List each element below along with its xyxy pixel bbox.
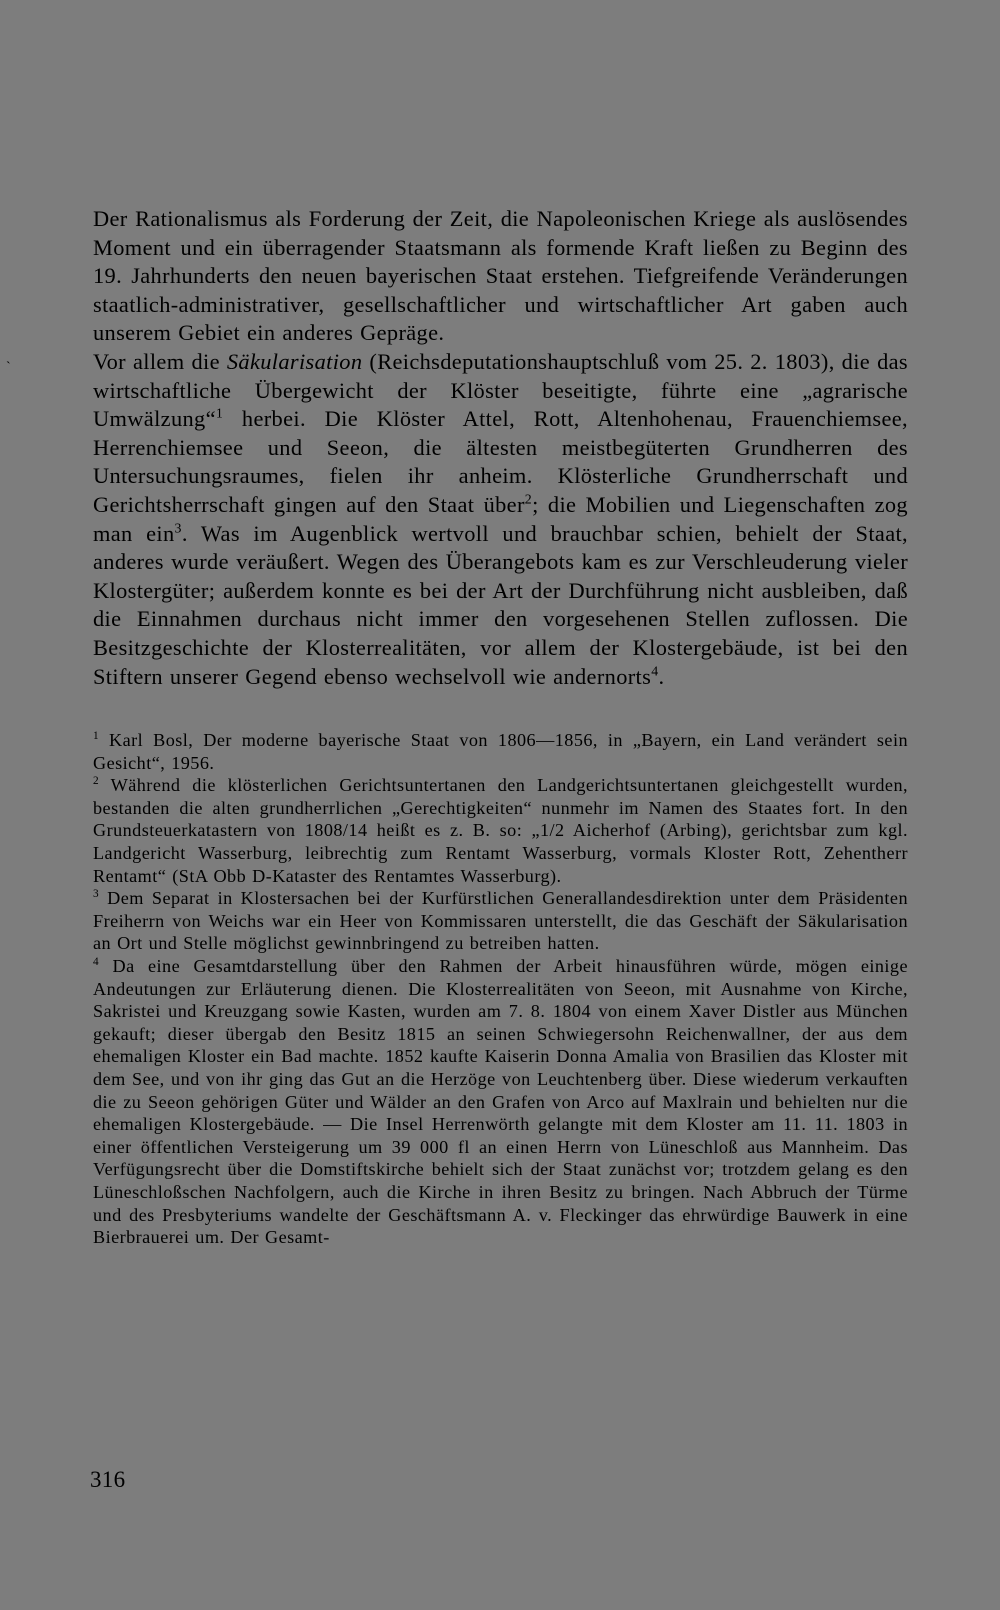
footnote-ref-3[interactable]: 3 — [174, 521, 182, 537]
paragraph-2-part-a: Vor allem die — [93, 348, 227, 374]
footnote-2-number: 2 — [93, 775, 100, 788]
paragraph-2-part-d: ; die Mobilien und Liegenschaften zog man ein — [93, 491, 908, 546]
footnote-3-number: 3 — [93, 888, 100, 901]
footnote-1-text: Karl Bosl, Der moderne bayerische Staat von 1806—1856, in „Bayern, ein Land verändert sein Gesicht“, 1956. — [93, 730, 908, 773]
main-text — [93, 205, 908, 691]
footnote-2 — [93, 774, 908, 887]
emphasis-saekularisation: Säkularisation — [226, 348, 363, 374]
paragraph-2-part-f: . — [658, 663, 665, 689]
footnote-1-number: 1 — [93, 730, 100, 743]
paragraph-2-part-b: (Reichsdeputationshauptschluß vom 25. 2. 1803), die das wirtschaftliche Übergewicht der Klöster beseitigte, führte eine „agrarische Umwälzung“ — [93, 348, 908, 432]
page-number: 316 — [90, 1467, 126, 1492]
footnote-ref-4[interactable]: 4 — [651, 664, 659, 680]
footnote-3 — [93, 887, 908, 955]
footnote-4-number: 4 — [93, 955, 100, 968]
paragraph-2 — [93, 348, 908, 691]
footnote-ref-2[interactable]: 2 — [524, 492, 533, 508]
paragraph-2-part-e: . Was im Augenblick wertvoll und brauchbar schien, behielt der Staat, anderes wurde veräußert. Wegen des Überangebots kam es zur Verschleuderung vieler Klostergüter; außerdem konnte es bei der Art der Durchführung nicht ausbleiben, daß die Einnahmen durchaus nicht immer den vorgesehenen Stellen zuflossen. Die Besitzgeschichte der Klosterrealitäten, vor allem der Klostergebäude, ist bei den Stiftern unserer Gegend ebenso wechselvoll wie andernorts — [93, 520, 908, 689]
paragraph-1: Der Rationalismus als Forderung der Zeit, die Napoleonischen Kriege als auslösendes Moment und ein überragender Staatsmann als formende Kraft ließen zu Beginn des 19. Jahrhunderts den neuen bayerischen Staat erstehen. Tiefgreifende Veränderungen staatlich-administrativer, gesellschaftlicher und wirtschaftlicher Art gaben auch unserem Gebiet ein anderes Gepräge. — [93, 206, 908, 346]
footnote-ref-1[interactable]: 1 — [215, 406, 224, 422]
page-content — [93, 205, 908, 1249]
footnote-1 — [93, 729, 908, 774]
footnote-2-fraction: 1/2 — [540, 820, 565, 841]
footnote-3-text: Dem Separat in Klostersachen bei der Kurfürstlichen Generallandesdirektion unter dem Präsidenten Freiherrn von Weichs war ein Heer von Kommissaren unterstellt, die das Geschäft der Säkularisation an Ort und Stelle möglichst gewinnbringend zu betreiben hatten. — [93, 888, 908, 954]
footnote-2-text-b: Aicherhof (Arbing), gerichtsbar zum kgl. Landgericht Wasserburg, leibrechtig zum Rentamt Wasserburg, vormals Kloster Rott, Zehentherr Rentamt“ (StA Obb D-Kataster des Rentamtes Wasserburg). — [93, 820, 908, 886]
margin-mark: ˋ — [6, 360, 11, 375]
footnote-2-text: Während die klösterlichen Gerichtsuntertanen den Landgerichtsuntertanen gleichgestellt wurden, bestanden die alten grundherrlichen „Gerechtigkeiten“ nunmehr im Namen des Staates fort. In den Grundsteuerkatastern von 1808/14 heißt es z. B. so: „ — [93, 775, 908, 841]
paragraph-2-part-c: herbei. Die Klöster Attel, Rott, Altenhohenau, Frauenchiemsee, Herrenchiemsee und Seeon, die ältesten meistbegüterten Grundherren des Untersuchungsraumes, fielen ihr anheim. Klösterliche Grundherrschaft und Gerichtsherrschaft gingen auf den Staat über — [93, 406, 908, 517]
footnote-4-text: Da eine Gesamtdarstellung über den Rahmen der Arbeit hinausführen würde, mögen einige Andeutungen zur Erläuterung dienen. Die Klosterrealitäten von Seeon, mit Ausnahme von Kirche, Sakristei und Kreuzgang sowie Kasten, wurden am 7. 8. 1804 von einem Xaver Distler aus München gekauft; dieser übergab den Besitz 1815 an seinen Schwiegersohn Reichenwallner, der aus dem ehemaligen Kloster ein Bad machte. 1852 kaufte Kaiserin Donna Amalia von Brasilien das Kloster mit dem See, und von ihr ging das Gut an die Herzöge von Leuchtenberg über. Diese wiederum verkauften die zu Seeon gehörigen Güter und Wälder an den Grafen von Arco auf Maxlrain und behielten nur die ehemaligen Klostergebäude. — Die Insel Herrenwörth gelangte mit dem Kloster am 11. 11. 1803 in einer öffentlichen Versteigerung um 39 000 fl an einen Herrn von Lüneschloß aus Mannheim. Das Verfügungsrecht über die Domstiftskirche behielt sich der Staat zunächst vor; trotzdem gelang es den Lüneschloßschen Nachfolgern, auch die Kirche in ihren Besitz zu bringen. Nach Abbruch der Türme und des Presbyteriums wandelte der Geschäftsmann A. v. Fleckinger das ehrwürdige Bauwerk in eine Bierbrauerei um. Der Gesamt- — [93, 956, 908, 1248]
footnotes — [93, 729, 908, 1249]
footnote-4 — [93, 955, 908, 1249]
